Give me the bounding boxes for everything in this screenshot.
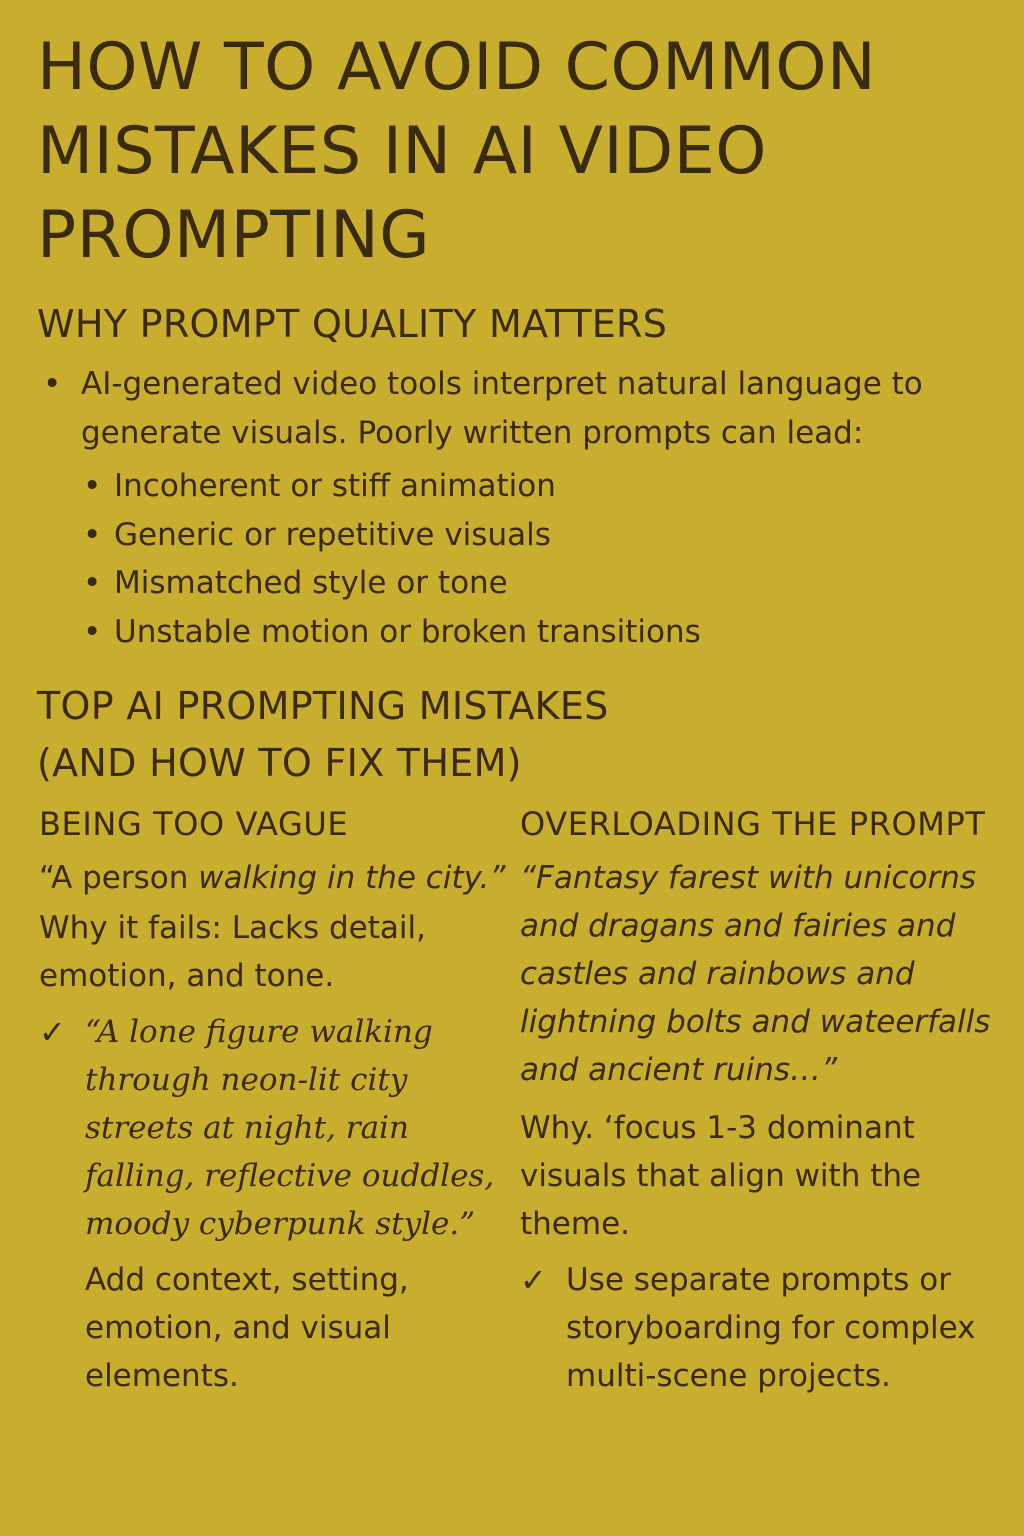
fix-row: [520, 1256, 1020, 1400]
intro-text: AI-generated video tools interpret natural language to generate visuals. Poorly written prompts can lead:: [81, 366, 923, 451]
fix-row: [39, 1008, 509, 1400]
mistake-card-overloading: [520, 800, 1020, 1400]
consequence-list: [37, 462, 997, 656]
why-it-fails: Why it fails: Lacks detail, emotion, and tone.: [39, 910, 426, 994]
bullet-icon: •: [83, 516, 102, 553]
list-item: [37, 462, 997, 511]
list-item: [37, 511, 997, 560]
bad-example-prefix: “A person: [39, 860, 199, 896]
bad-example-italic: walking in the city.”: [198, 860, 506, 896]
list-item: [37, 559, 997, 608]
bullet-icon: •: [83, 468, 102, 504]
bullet-icon: •: [83, 565, 102, 601]
list-item-text: Incoherent or stiff animation: [114, 468, 556, 504]
bullet-icon: •: [83, 613, 102, 650]
mistake-heading: BEING TOO VAGUE: [39, 805, 349, 843]
prompt-quality-list: [37, 360, 997, 656]
intro-bullet: [37, 360, 997, 458]
why-it-fails: Why. ‘focus 1-3 dominant visuals that align with the theme.: [520, 1110, 922, 1242]
checkmark-icon: ✓: [520, 1261, 547, 1299]
list-item: [37, 608, 997, 657]
fix-content: [85, 1008, 509, 1400]
page-title: HOW TO AVOID COMMON MISTAKES IN AI VIDEO PROMPTING: [37, 30, 877, 273]
bad-example: [39, 854, 509, 902]
mistake-heading: OVERLOADING THE PROMPT: [520, 805, 986, 843]
bullet-icon: •: [43, 366, 62, 402]
section-heading-top-mistakes: TOP AI PROMPTING MISTAKES (AND HOW TO FIX THEM): [37, 684, 609, 785]
bad-example: “Fantasy farest with unicorns and dragans and fairies and castles and rainbows and lightning bolts and wateerfalls and ancient ruins…”: [520, 860, 991, 1088]
checkmark-icon: ✓: [39, 1013, 66, 1051]
section-heading-prompt-quality: WHY PROMPT QUALITY MATTERS: [37, 302, 668, 346]
list-item-text: Unstable motion or broken transitions: [114, 613, 701, 650]
list-item-text: Mismatched style or tone: [114, 565, 508, 601]
list-item-text: Generic or repetitive visuals: [114, 516, 551, 553]
fix-example: “A lone figure walking through neon-lit city streets at night, rain falling, reflective ouddles, moody cyberpunk style.”: [85, 1014, 495, 1242]
mistake-card-vague: [39, 800, 509, 1400]
fix-text: Use separate prompts or storyboarding for complex multi-scene projects.: [566, 1262, 976, 1394]
fix-note: Add context, setting, emotion, and visual elements.: [85, 1262, 409, 1394]
